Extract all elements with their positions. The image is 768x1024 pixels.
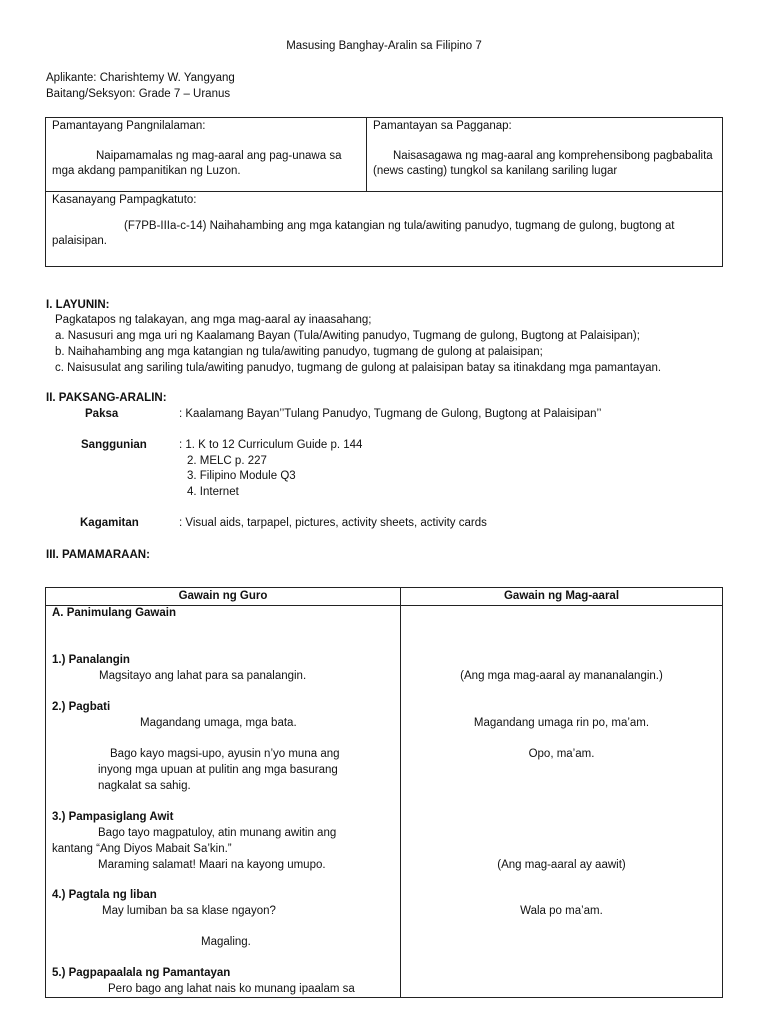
section-a-heading: A. Panimulang Gawain xyxy=(52,607,176,619)
teacher-line: inyong mga upuan at pulitin ang mga basurang xyxy=(98,764,338,776)
performance-standard-text: Naisasagawa ng mag-aaral ang komprehensibong pagbabalita (news casting) tungkol sa kanilang sariling lugar xyxy=(373,149,713,177)
objective-a: a. Nasusuri ang mga uri ng Kaalamang Bayan (Tula/Awiting panudyo, Tugmang de gulong, Bugtong at Palaisipan); xyxy=(55,330,640,342)
content-standard-cell xyxy=(46,118,367,192)
objectives-intro: Pagkatapos ng talakayan, ang mga mag-aaral ay inaasahang; xyxy=(55,314,372,326)
reference-list xyxy=(179,438,362,500)
reference-item: : 1. K to 12 Curriculum Guide p. 144 xyxy=(179,439,363,451)
content-standard-label: Pamantayang Pangnilalaman: xyxy=(52,120,206,132)
student-response: Opo, ma’am. xyxy=(528,748,595,760)
step-2-heading: 2.) Pagbati xyxy=(52,701,111,713)
step-5-heading: 5.) Pagpapaalala ng Pamantayan xyxy=(52,967,231,979)
subject-matter-heading: II. PAKSANG-ARALIN: xyxy=(46,392,167,404)
procedure-table xyxy=(45,587,723,998)
teacher-line: Magsitayo ang lahat para sa panalangin. xyxy=(99,670,307,682)
objective-c: c. Naisusulat ang sariling tula/awiting panudyo, tugmang de gulong at palaisipan batay sa itinakdang mga pamantayan. xyxy=(55,362,662,374)
reference-item: 4. Internet xyxy=(187,485,239,498)
teacher-line: Pero bago ang lahat nais ko munang ipaalam sa xyxy=(108,983,355,995)
step-4-heading: 4.) Pagtala ng liban xyxy=(52,889,157,901)
student-response: (Ang mag-aaral ay aawit) xyxy=(497,859,626,871)
competency-label: Kasanayang Pampagkatuto: xyxy=(52,194,197,206)
competency-cell xyxy=(46,192,723,267)
teacher-line: kantang “Ang Diyos Mabait Sa’kin.” xyxy=(52,843,232,855)
teacher-line: Magandang umaga, mga bata. xyxy=(140,717,297,729)
competency-text: (F7PB-IIIa-c-14) Naihahambing ang mga katangian ng tula/awiting panudyo, tugmang de gulong, bugtong at palaisipan. xyxy=(52,219,675,247)
content-standard-text: Naipamamalas ng mag-aaral ang pag-unawa sa mga akdang pampanitikan ng Luzon. xyxy=(52,149,342,177)
student-response: Wala po ma’am. xyxy=(520,905,603,917)
teacher-column-header: Gawain ng Guro xyxy=(46,588,401,606)
student-column-header: Gawain ng Mag-aaral xyxy=(401,588,723,606)
document-title: Masusing Banghay-Aralin sa Filipino 7 xyxy=(286,40,482,52)
student-response: (Ang mga mag-aaral ay mananalangin.) xyxy=(460,670,663,682)
step-3-heading: 3.) Pampasiglang Awit xyxy=(52,811,174,823)
teacher-line: nagkalat sa sahig. xyxy=(98,780,191,792)
teacher-activities-cell xyxy=(46,606,401,998)
step-1-heading: 1.) Panalangin xyxy=(52,654,130,666)
reference-item: 2. MELC p. 227 xyxy=(187,454,267,467)
performance-standard-cell xyxy=(367,118,723,192)
student-response: Magandang umaga rin po, ma’am. xyxy=(473,717,650,729)
performance-standard-label: Pamantayan sa Pagganap: xyxy=(373,120,512,132)
teacher-line: May lumiban ba sa klase ngayon? xyxy=(102,905,276,917)
teacher-line: Bago tayo magpatuloy, atin munang awitin ang xyxy=(98,827,337,839)
objective-b: b. Naihahambing ang mga katangian ng tula/awiting panudyo, tugmang de gulong at palaisipan; xyxy=(55,346,543,358)
grade-section: Baitang/Seksyon: Grade 7 – Uranus xyxy=(46,88,231,100)
teacher-line: Magaling. xyxy=(201,936,251,948)
applicant-name: Aplikante: Charishtemy W. Yangyang xyxy=(46,72,235,84)
teacher-line: Maraming salamat! Maari na kayong umupo. xyxy=(98,859,326,871)
kagamitan-value: : Visual aids, tarpapel, pictures, activity sheets, activity cards xyxy=(179,517,487,529)
objectives-heading: I. LAYUNIN: xyxy=(46,299,110,311)
kagamitan-label: Kagamitan xyxy=(80,517,139,529)
teacher-line: Bago kayo magsi-upo, ayusin n’yo muna ang xyxy=(110,748,340,760)
student-activities-cell xyxy=(401,606,723,998)
reference-item: 3. Filipino Module Q3 xyxy=(187,470,296,482)
sanggunian-label: Sanggunian xyxy=(81,439,147,451)
paksa-label: Paksa xyxy=(85,408,119,420)
standards-table xyxy=(45,117,723,267)
procedure-heading: III. PAMAMARAAN: xyxy=(46,549,150,561)
paksa-value: : Kaalamang Bayan’’Tulang Panudyo, Tugmang de Gulong, Bugtong at Palaisipan’’ xyxy=(179,408,602,420)
